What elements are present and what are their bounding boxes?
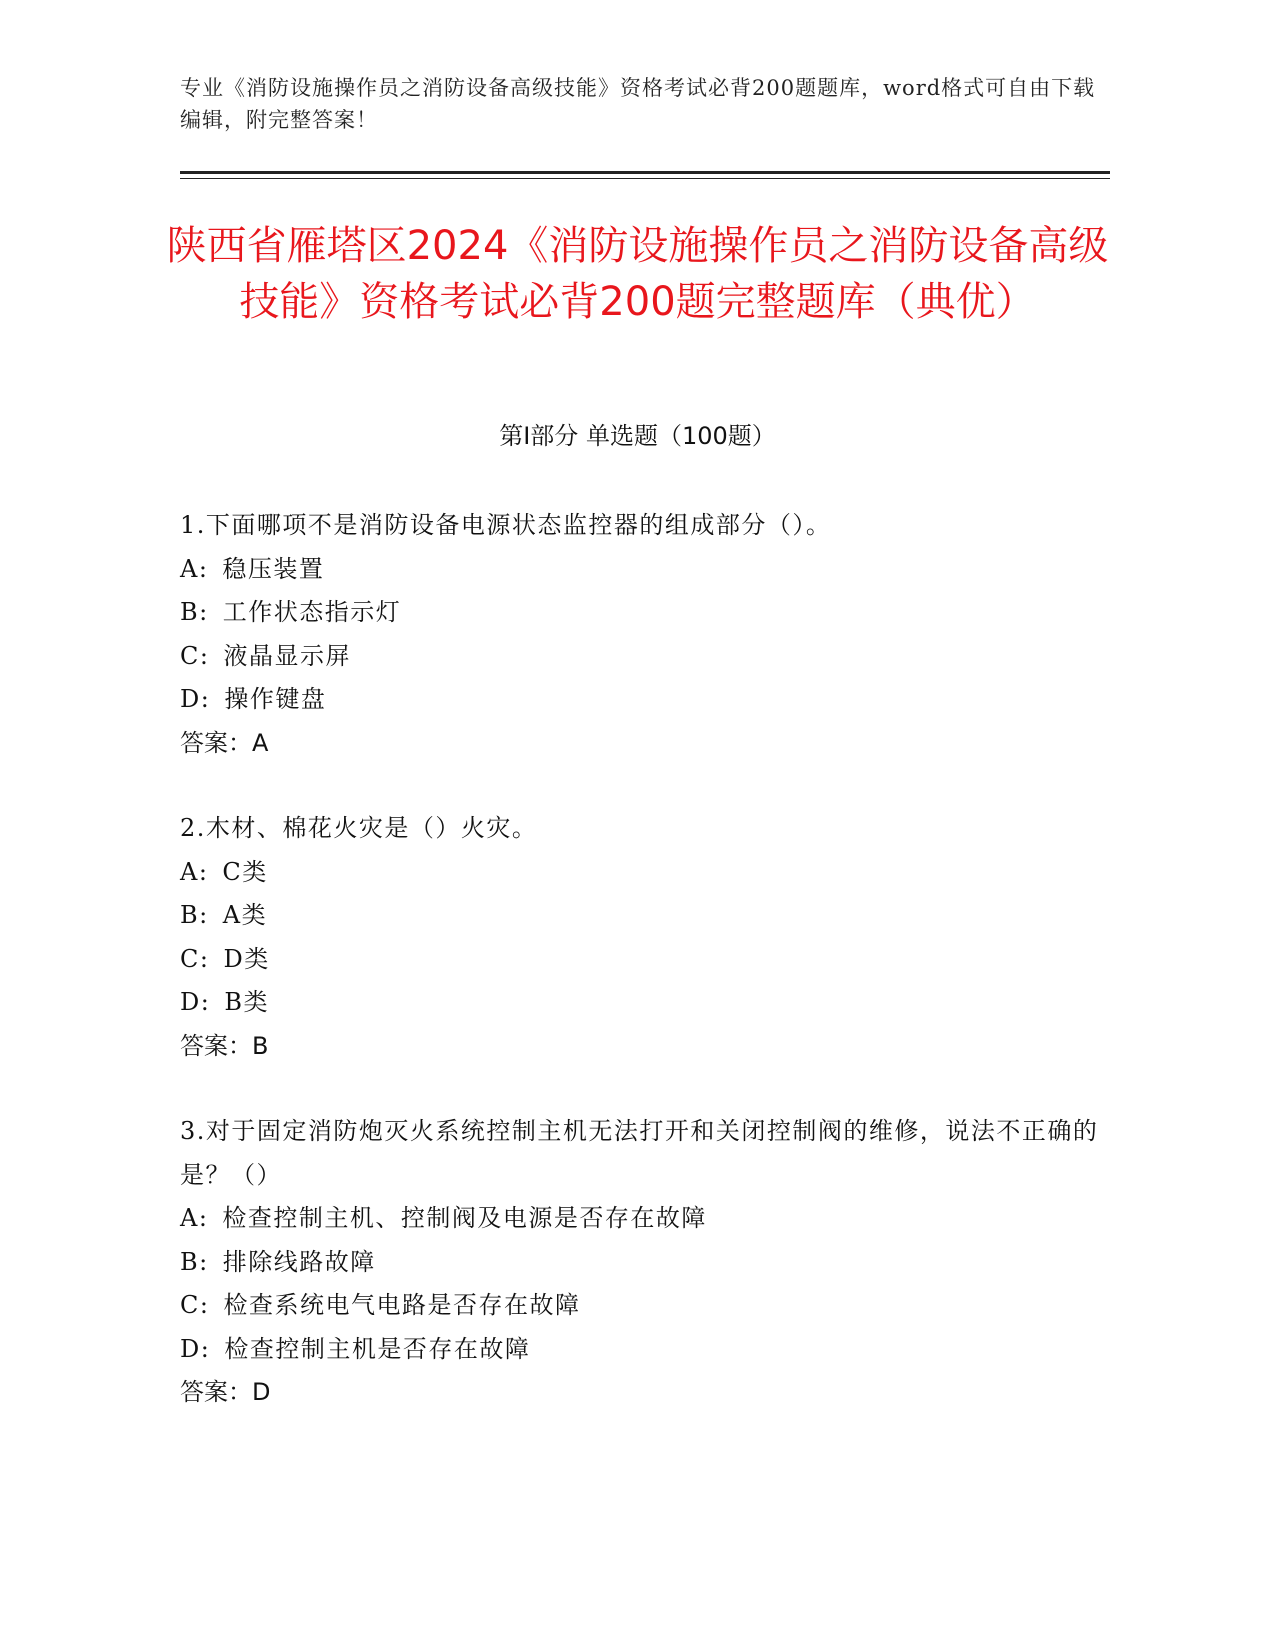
option-key: C: [180,1291,210,1319]
option-text: 检查控制主机、控制阀及电源是否存在故障 [222,1204,707,1232]
option-key: D: [180,685,211,713]
page-header-note: 专业《消防设施操作员之消防设备高级技能》资格考试必背200题题库，word格式可自由下载编辑，附完整答案！ [180,76,1096,132]
option-text: 稳压装置 [222,554,325,583]
header-divider-thin [180,178,1110,179]
question-2 [180,807,1110,1068]
question-1 [180,504,1110,765]
option-key: C: [180,944,210,973]
option-a [180,548,1110,592]
option-key: D: [180,988,211,1016]
option-text: 液晶显示屏 [223,641,351,670]
option-text: 操作键盘 [224,685,327,713]
option-a [180,1197,1110,1241]
option-key: B: [180,1247,209,1276]
option-text: 排除线路故障 [222,1247,376,1276]
option-text: A类 [222,901,268,929]
option-key: A: [180,857,209,886]
option-text: C类 [222,857,268,886]
option-c [180,938,1110,982]
option-key: D: [180,1334,211,1363]
option-text: 检查系统电气电路是否存在故障 [223,1291,581,1319]
option-text: 工作状态指示灯 [222,598,402,626]
option-d [180,1328,1110,1372]
option-key: B: [180,901,209,929]
option-c [180,635,1110,679]
option-text: 检查控制主机是否存在故障 [224,1334,531,1363]
section-title: 第I部分 单选题（100题） [499,422,776,450]
option-d [180,678,1110,722]
option-key: A: [180,1204,209,1232]
option-text: D类 [223,944,270,973]
question-3 [180,1110,1110,1415]
answer: 答案：B [180,1031,269,1060]
question-stem: 2.木材、棉花火灾是（）火灾。 [180,814,538,842]
question-list [180,504,1110,1457]
option-b [180,1241,1110,1285]
option-c [180,1284,1110,1328]
question-stem: 3.对于固定消防炮灭火系统控制主机无法打开和关闭控制阀的维修，说法不正确的是？（） [180,1117,1099,1189]
document-title: 陕西省雁塔区2024《消防设施操作员之消防设备高级技能》资格考试必背200题完整题库（典优） [166,223,1109,325]
question-stem: 1.下面哪项不是消防设备电源状态监控器的组成部分（）。 [180,511,832,539]
option-d [180,981,1110,1025]
option-key: C: [180,641,210,670]
option-key: B: [180,598,209,626]
option-b [180,894,1110,938]
option-b [180,591,1110,635]
option-text: B类 [224,988,269,1016]
answer: 答案：D [180,1378,271,1406]
option-a [180,851,1110,895]
header-divider-thick [180,171,1110,174]
option-key: A: [180,554,209,583]
answer: 答案：A [180,728,269,757]
